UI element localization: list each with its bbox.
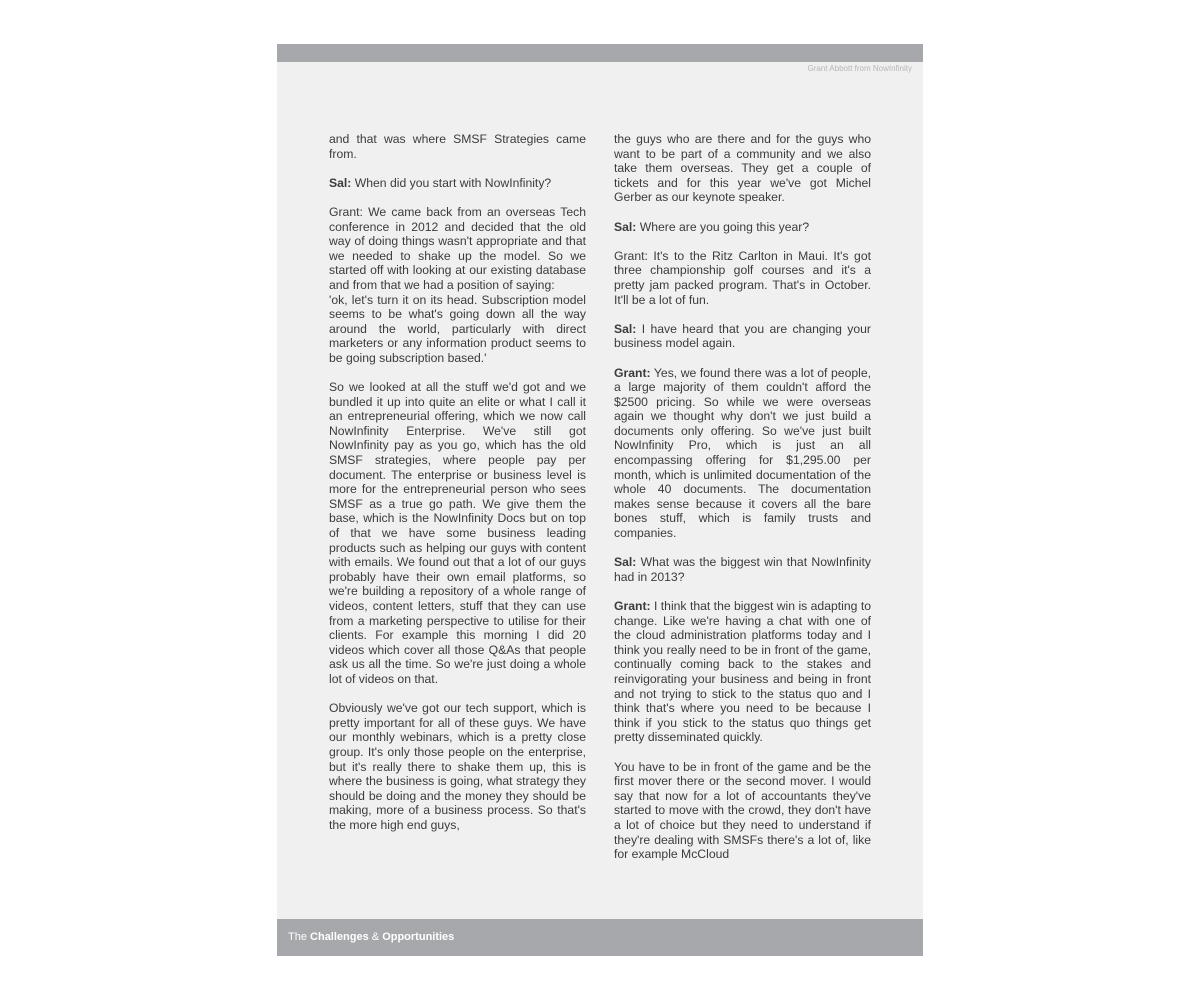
document-page [277, 44, 923, 956]
footer-word-opportunities: Opportunities [382, 931, 455, 943]
paragraph [329, 380, 586, 686]
paragraph-text: What was the biggest win that NowInfinity had in 2013? [614, 555, 871, 584]
footer-prefix: The [288, 931, 307, 943]
header-bar [277, 44, 923, 62]
paragraph-text: Grant: It's to the Ritz Carlton in Maui. It's got three championship golf courses and it's a pretty jam packed program. That's in October. It'll be a lot of fun. [614, 248, 871, 307]
footer-word-challenges: Challenges [310, 931, 369, 943]
paragraph-text: So we looked at all the stuff we'd got and we bundled it up into quite an elite or what I call it an entrepreneurial offering, which we now call NowInfinity Enterprise. We've still got NowInfinity pay as you go, which has the old SMSF strategies, where people pay per document. The enterprise or business level is more for the entrepreneurial person who sees SMSF as a true go path. We give them the base, which is the NowInfinity Docs but on top of that we have some business leading products such as helping our guys with content with emails. We found out that a lot of our guys probably have their own email platforms, so we're building a repository of a whole range of videos, content letters, stuff that they can use from a marketing perspective to utilise for their clients. For example this morning I did 20 videos which cover all those Q&As that people ask us all the time. So we're just doing a whole lot of videos on that. [329, 380, 586, 686]
paragraph-text: I think that the biggest win is adapting to change. Like we're having a chat with one of the cloud administration platforms today and I think you really need to be in front of the game, continually coming back to the stakes and reinvigorating your business and being in front and not trying to stick to the status quo and I think that's where you need to be because I think if you stick to the status quo things get pretty disseminated quickly. [614, 599, 871, 745]
footer-bar [277, 919, 923, 956]
speaker-label: Sal: [614, 555, 637, 570]
paragraph-text: Where are you going this year? [639, 219, 810, 234]
paragraph-text: Obviously we've got our tech support, which is pretty important for all of these guys. We have our monthly webinars, which is a pretty close group. It's only those people on the enterprise, but it's really there to shake them up, this is where the business is going, what strategy they should be doing and the money they should be making, more of a business process. So that's the more high end guys, [329, 701, 586, 832]
footer-ampersand: & [371, 931, 380, 943]
speaker-label: Sal: [329, 175, 352, 190]
footer-title [288, 931, 454, 943]
paragraph [614, 760, 871, 862]
paragraph [614, 220, 871, 235]
paragraph [614, 599, 871, 745]
paragraph-text: Yes, we found there was a lot of people, a large majority of them couldn't afford the $2500 pricing. So while we were overseas again we thought why don't we just build a documents only offering. So we've just built NowInfinity Pro, which is just an all encompassing offering for $1,295.00 per month, which is unlimited documentation of the whole 40 documents. The documentation makes sense because it covers all the bare bones stuff, which is family trusts and companies. [614, 365, 871, 541]
paragraph [614, 555, 871, 584]
paragraph [329, 176, 586, 191]
right-column [614, 132, 871, 862]
paragraph-text: the guys who are there and for the guys who want to be part of a community and we also take them overseas. They get a couple of tickets and for this year we've got Michel Gerber as our keynote speaker. [614, 132, 871, 205]
paragraph-text: and that was where SMSF Strategies came from. [329, 132, 586, 161]
paragraph [614, 322, 871, 351]
left-column [329, 132, 586, 833]
paragraph-text: When did you start with NowInfinity? [354, 175, 552, 190]
running-header: Grant Abbott from NowInfinity [807, 64, 912, 73]
paragraph [329, 132, 586, 161]
paragraph [614, 132, 871, 205]
paragraph-text: I have heard that you are changing your business model again. [614, 321, 871, 351]
paragraph [329, 701, 586, 832]
paragraph [329, 205, 586, 293]
paragraph-text: 'ok, let's turn it on its head. Subscription model seems to be what's going down all the way around the world, particularly with direct marketers or any information product seems to be going subscription based.' [329, 292, 586, 365]
speaker-label: Grant: [614, 365, 651, 380]
speaker-label: Grant: [614, 599, 651, 613]
paragraph-text: Grant: We came back from an overseas Tech conference in 2012 and decided that the old way of doing things wasn't appropriate and that we needed to shake up the model. So we started off with looking at our existing database and from that we had a position of saying: [329, 204, 586, 292]
paragraph-text: You have to be in front of the game and be the first mover there or the second mover. I would say that now for a lot of accountants they've started to move with the crowd, they don't have a lot of choice but they need to understand if they're dealing with SMSFs there's a lot of, like for example McCloud [614, 759, 871, 862]
speaker-label: Sal: [614, 219, 637, 234]
paragraph [614, 366, 871, 541]
speaker-label: Sal: [614, 321, 637, 336]
paragraph [329, 293, 586, 366]
paragraph [614, 249, 871, 307]
